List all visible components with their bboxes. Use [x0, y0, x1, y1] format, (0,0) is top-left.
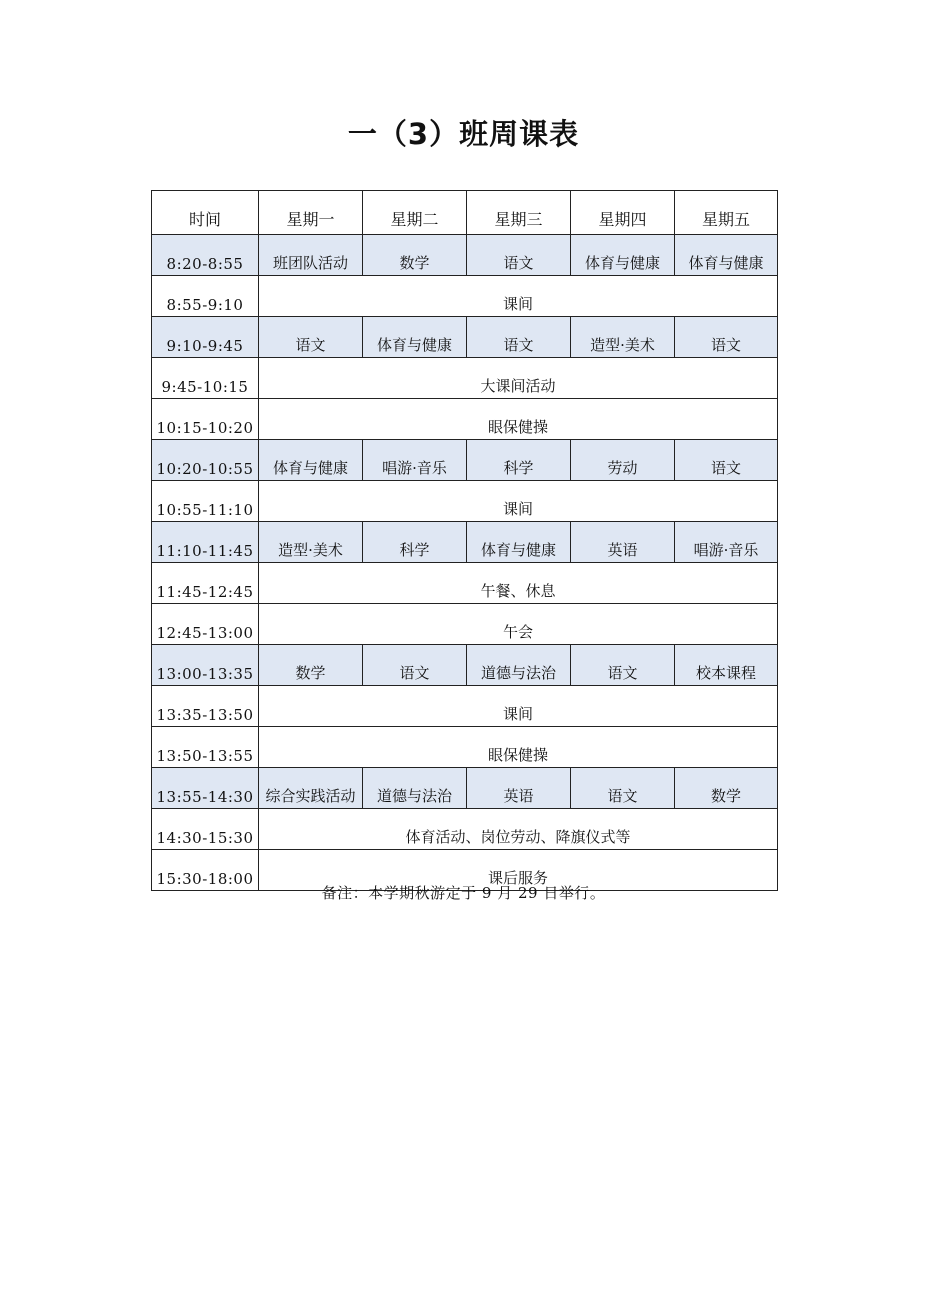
subject-cell: 英语 [467, 768, 571, 809]
subject-cell: 科学 [467, 440, 571, 481]
time-cell: 15:30-18:00 [152, 850, 259, 891]
subject-cell: 校本课程 [675, 645, 778, 686]
break-activity-cell: 眼保健操 [259, 727, 778, 768]
time-cell: 11:10-11:45 [152, 522, 259, 563]
subject-cell: 体育与健康 [571, 235, 675, 276]
break-activity-cell: 大课间活动 [259, 358, 778, 399]
subject-cell: 语文 [467, 317, 571, 358]
table-row [152, 399, 778, 440]
time-cell: 13:50-13:55 [152, 727, 259, 768]
time-cell: 8:20-8:55 [152, 235, 259, 276]
time-cell: 12:45-13:00 [152, 604, 259, 645]
subject-cell: 数学 [675, 768, 778, 809]
time-cell: 11:45-12:45 [152, 563, 259, 604]
subject-cell: 体育与健康 [363, 317, 467, 358]
break-activity-cell: 眼保健操 [259, 399, 778, 440]
break-activity-cell: 午餐、休息 [259, 563, 778, 604]
time-cell: 9:10-9:45 [152, 317, 259, 358]
header-cell-wednesday: 星期三 [467, 191, 571, 235]
subject-cell: 造型·美术 [259, 522, 363, 563]
header-cell-friday: 星期五 [675, 191, 778, 235]
time-cell: 10:20-10:55 [152, 440, 259, 481]
break-activity-cell: 课间 [259, 481, 778, 522]
table-row [152, 481, 778, 522]
table-row [152, 563, 778, 604]
break-activity-cell: 课间 [259, 686, 778, 727]
subject-cell: 科学 [363, 522, 467, 563]
table-row [152, 522, 778, 563]
page-title: 一（3）班周课表 [347, 117, 580, 151]
time-cell: 13:00-13:35 [152, 645, 259, 686]
break-activity-cell: 体育活动、岗位劳动、降旗仪式等 [259, 809, 778, 850]
table-row [152, 686, 778, 727]
subject-cell: 唱游·音乐 [363, 440, 467, 481]
schedule-body [152, 235, 778, 891]
subject-cell: 体育与健康 [675, 235, 778, 276]
table-row [152, 604, 778, 645]
subject-cell: 体育与健康 [259, 440, 363, 481]
subject-cell: 语文 [571, 645, 675, 686]
subject-cell: 体育与健康 [467, 522, 571, 563]
subject-cell: 英语 [571, 522, 675, 563]
subject-cell: 语文 [675, 440, 778, 481]
break-activity-cell: 课后服务 [259, 850, 778, 891]
header-cell-tuesday: 星期二 [363, 191, 467, 235]
subject-cell: 语文 [259, 317, 363, 358]
table-row [152, 727, 778, 768]
subject-cell: 道德与法治 [363, 768, 467, 809]
table-row [152, 235, 778, 276]
subject-cell: 劳动 [571, 440, 675, 481]
subject-cell: 语文 [363, 645, 467, 686]
subject-cell: 语文 [571, 768, 675, 809]
header-cell-time: 时间 [152, 191, 259, 235]
subject-cell: 综合实践活动 [259, 768, 363, 809]
header-cell-monday: 星期一 [259, 191, 363, 235]
table-row [152, 317, 778, 358]
subject-cell: 数学 [259, 645, 363, 686]
table-row [152, 440, 778, 481]
header-cell-thursday: 星期四 [571, 191, 675, 235]
table-row [152, 358, 778, 399]
table-row [152, 809, 778, 850]
time-cell: 10:15-10:20 [152, 399, 259, 440]
table-row [152, 645, 778, 686]
time-cell: 14:30-15:30 [152, 809, 259, 850]
table-row [152, 276, 778, 317]
time-cell: 9:45-10:15 [152, 358, 259, 399]
header-row [152, 191, 778, 235]
subject-cell: 唱游·音乐 [675, 522, 778, 563]
time-cell: 10:55-11:10 [152, 481, 259, 522]
subject-cell: 语文 [675, 317, 778, 358]
table-row [152, 768, 778, 809]
time-cell: 8:55-9:10 [152, 276, 259, 317]
break-activity-cell: 课间 [259, 276, 778, 317]
subject-cell: 班团队活动 [259, 235, 363, 276]
break-activity-cell: 午会 [259, 604, 778, 645]
time-cell: 13:35-13:50 [152, 686, 259, 727]
footnote: 备注：本学期秋游定于 9 月 29 日举行。 [321, 884, 606, 902]
schedule-table [151, 190, 778, 891]
subject-cell: 道德与法治 [467, 645, 571, 686]
subject-cell: 数学 [363, 235, 467, 276]
subject-cell: 造型·美术 [571, 317, 675, 358]
time-cell: 13:55-14:30 [152, 768, 259, 809]
subject-cell: 语文 [467, 235, 571, 276]
